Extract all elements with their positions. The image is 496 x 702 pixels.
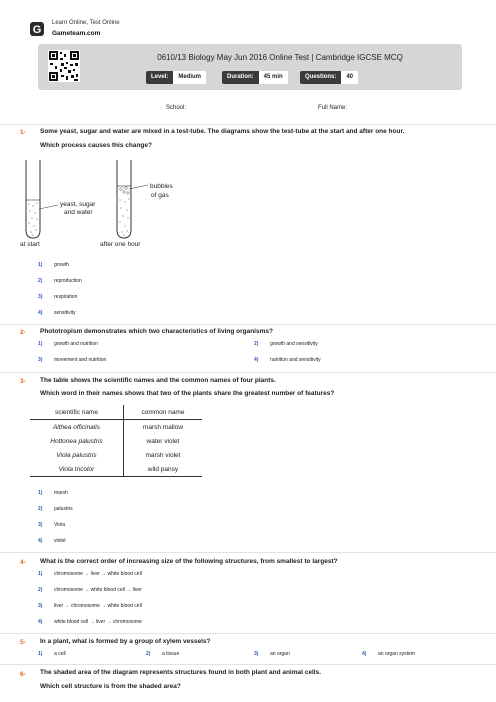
question-number: 4- xyxy=(20,559,26,566)
table-cell: Viola palustris xyxy=(30,448,123,462)
answer-option[interactable]: growth and nutrition xyxy=(54,341,98,347)
answer-option[interactable]: growth xyxy=(54,262,70,268)
option-number: 2) xyxy=(38,278,43,284)
option-number: 1) xyxy=(38,341,43,347)
answer-option[interactable]: sensitivity xyxy=(54,310,76,316)
level-value: Medium xyxy=(173,71,206,84)
option-number: 4) xyxy=(362,651,367,657)
question-text: Some yeast, sugar and water are mixed in a test-tube. The diagrams show the test-tube at the start and after one hour. xyxy=(40,128,405,135)
caption-after-one-hour: after one hour xyxy=(100,241,141,248)
option-number: 3) xyxy=(38,357,43,363)
table-cell: water violet xyxy=(146,437,180,445)
question-text: The table shows the scientific names and the common names of four plants. xyxy=(40,377,276,384)
table-cell: marsh violet xyxy=(145,451,181,459)
table-row xyxy=(30,434,202,448)
plant-names-table xyxy=(30,405,202,477)
table-cell: Althea officinalis xyxy=(30,420,123,435)
answer-option[interactable]: a tissue xyxy=(162,651,180,657)
option-number: 4) xyxy=(38,310,43,316)
table-header: scientific name xyxy=(30,405,123,420)
table-cell: Viola tricolor xyxy=(30,462,123,477)
answer-option[interactable]: palustris xyxy=(54,506,73,512)
brand-site-link[interactable]: Gameteam.com xyxy=(52,30,101,37)
question-text: In a plant, what is formed by a group of xylem vessels? xyxy=(40,638,211,645)
answer-option[interactable]: growth and sensitivity xyxy=(270,341,318,347)
question-number: 2- xyxy=(20,329,26,336)
questions-badge xyxy=(300,71,358,84)
answer-option[interactable]: marsh xyxy=(54,490,68,496)
level-label: Level: xyxy=(146,71,173,84)
option-number: 4) xyxy=(38,538,43,544)
divider xyxy=(0,633,496,634)
option-number: 3) xyxy=(38,294,43,300)
qr-code-icon xyxy=(48,50,80,82)
question-text: The shaded area of the diagram represents structures found in both plant and animal cells. xyxy=(40,669,322,676)
level-badge xyxy=(146,71,206,84)
answer-option[interactable]: movement and nutrition xyxy=(54,357,107,363)
question-number: 6- xyxy=(20,671,26,678)
question-text: What is the correct order of increasing size of the following structures, from smallest to largest? xyxy=(40,558,338,565)
answer-option[interactable]: an organ system xyxy=(378,651,415,657)
divider xyxy=(0,324,496,325)
gameteam-logo-icon xyxy=(30,22,44,36)
option-number: 1) xyxy=(38,490,43,496)
question-subtext: Which word in their names shows that two of the plants share the greatest number of features? xyxy=(40,390,335,397)
question-subtext: Which cell structure is from the shaded area? xyxy=(40,683,181,690)
test-title: 0610/13 Biology May Jun 2016 Online Test | Cambridge IGCSE MCQ xyxy=(157,53,403,62)
option-number: 2) xyxy=(254,341,259,347)
svg-text:G: G xyxy=(32,24,42,36)
table-cell: marsh mallow xyxy=(142,423,184,431)
table-header-row xyxy=(30,405,202,420)
table-cell: wild pansy xyxy=(123,462,202,477)
answer-option[interactable]: Viola xyxy=(54,522,66,528)
answer-option[interactable]: a cell xyxy=(54,651,66,657)
option-number: 1) xyxy=(38,262,43,268)
option-number: 4) xyxy=(38,619,43,625)
table-cell: Hottonea palustris xyxy=(30,434,123,448)
divider xyxy=(0,372,496,373)
fullname-field-label: Full Name: xyxy=(318,105,348,111)
question-number: 5- xyxy=(20,639,26,646)
option-number: 2) xyxy=(38,506,43,512)
question-number: 3- xyxy=(20,378,26,385)
question-subtext: Which process causes this change? xyxy=(40,142,152,149)
answer-option[interactable]: reproduction xyxy=(54,278,82,284)
question-text: Phototropism demonstrates which two characteristics of living organisms? xyxy=(40,328,273,335)
label-yeast-sugar: yeast, sugar xyxy=(60,201,96,208)
table-row xyxy=(30,462,202,477)
divider xyxy=(0,124,496,125)
option-number: 4) xyxy=(254,357,259,363)
label-and-water: and water xyxy=(64,209,93,216)
answer-option[interactable]: white blood cell → liver → chromosome xyxy=(54,619,142,625)
table-row xyxy=(30,448,202,462)
duration-badge xyxy=(222,71,288,84)
option-number: 2) xyxy=(146,651,151,657)
option-number: 1) xyxy=(38,651,43,657)
option-number: 3) xyxy=(254,651,259,657)
answer-option[interactable]: chromosome → liver → white blood cell xyxy=(54,571,142,577)
answer-option[interactable]: respiration xyxy=(54,294,78,300)
answer-option[interactable]: an organ xyxy=(270,651,290,657)
answer-option[interactable]: liver → chromosome → white blood cell xyxy=(54,603,142,609)
option-number: 3) xyxy=(38,603,43,609)
brand-tagline: Learn Online, Test Online xyxy=(52,20,120,26)
caption-at-start: at start xyxy=(20,241,40,248)
questions-value: 40 xyxy=(341,71,358,84)
questions-label: Questions: xyxy=(300,71,341,84)
question-number: 1- xyxy=(20,129,26,136)
table-header: common name xyxy=(123,405,202,420)
option-number: 2) xyxy=(38,587,43,593)
school-field-label: School: xyxy=(166,105,187,111)
divider xyxy=(0,664,496,665)
test-tube-diagram xyxy=(20,156,200,250)
option-number: 1) xyxy=(38,571,43,577)
option-number: 3) xyxy=(38,522,43,528)
answer-option[interactable]: nutrition and sensitivity xyxy=(270,357,321,363)
label-of-gas: of gas xyxy=(151,192,169,199)
divider xyxy=(0,552,496,553)
answer-option[interactable]: violet xyxy=(54,538,66,544)
duration-label: Duration: xyxy=(222,71,259,84)
table-row xyxy=(30,420,202,435)
duration-value: 45 min xyxy=(259,71,288,84)
label-bubbles: bubbles xyxy=(150,183,173,190)
answer-option[interactable]: chromosome → white blood cell → liver xyxy=(54,587,142,593)
